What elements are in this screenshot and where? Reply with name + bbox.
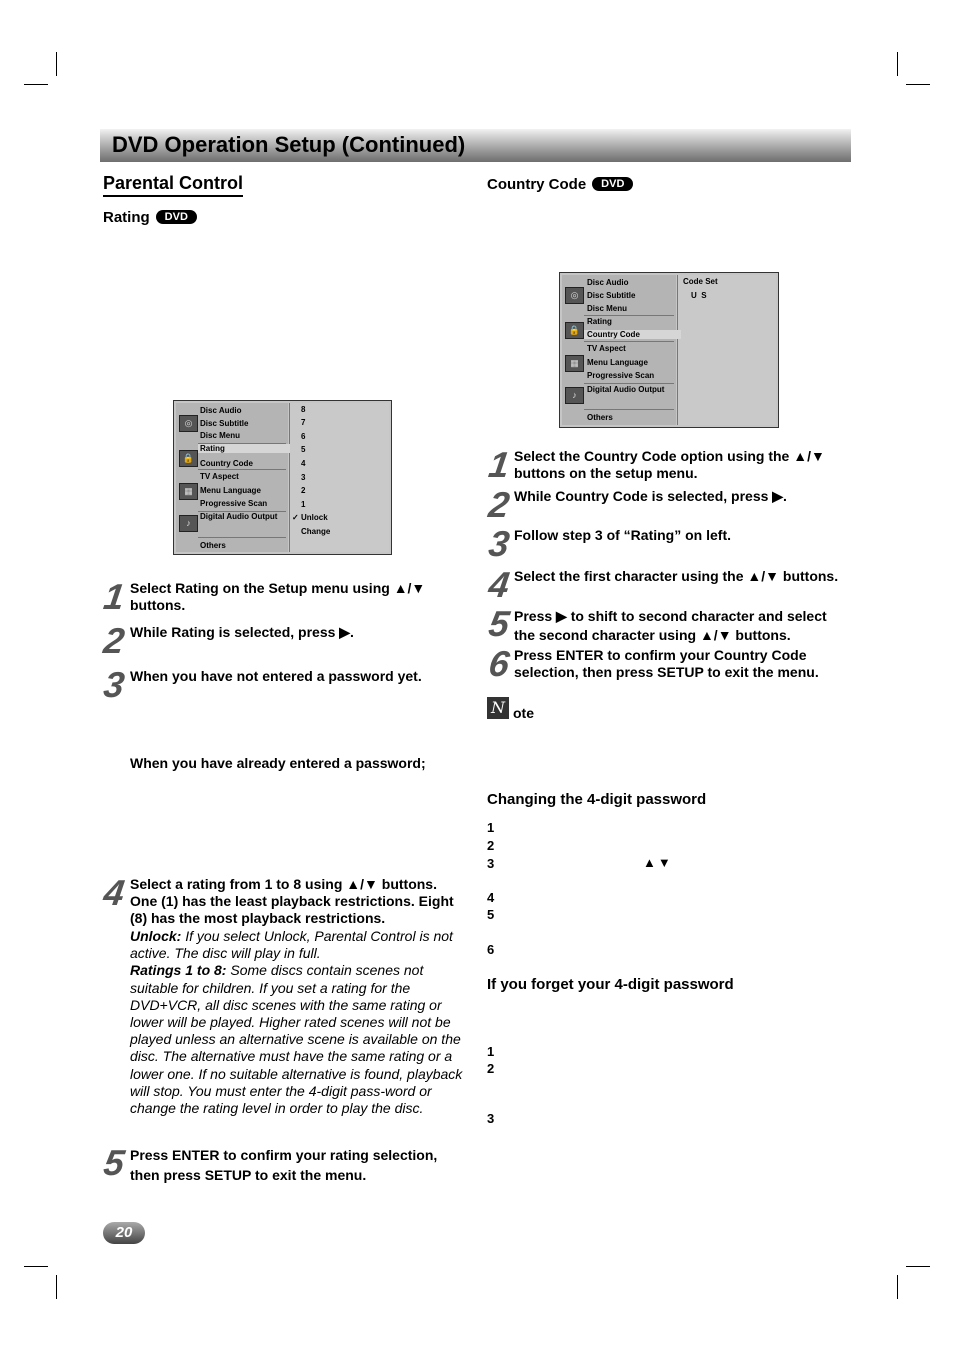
rating-heading (103, 209, 197, 226)
menu-item-disc-audio[interactable]: Disc Audio (200, 406, 242, 415)
step-number: 1 (486, 444, 510, 485)
menu-item-others[interactable]: Others (587, 413, 613, 422)
lock-icon: 🔒 (565, 322, 584, 339)
step-number: 2 (101, 620, 125, 661)
dvd-badge: DVD (156, 210, 197, 224)
country-code-setup-menu (559, 272, 779, 428)
step-text: Select the Country Code option using the ▲/▼ buttons on the setup menu. (514, 448, 825, 481)
ratings-label: Ratings 1 to 8: (130, 962, 227, 979)
step-text: While Rating is selected, press ▶. (130, 624, 354, 640)
menu-item-menu-language[interactable]: Menu Language (587, 358, 648, 367)
page-header-banner (100, 129, 851, 162)
rating-option-7[interactable]: 7 (301, 418, 306, 427)
step-text: Press ENTER to confirm your Country Code selection, then press SETUP to exit the menu. (514, 647, 819, 680)
menu-item-progressive-scan[interactable]: Progressive Scan (587, 371, 655, 380)
list-number: 2 (487, 1061, 495, 1076)
step-number: 2 (486, 484, 510, 525)
list-number: 6 (487, 942, 495, 957)
list-number: 1 (487, 1044, 495, 1059)
step-number: 5 (101, 1142, 125, 1183)
menu-item-rating[interactable]: Rating (587, 317, 612, 326)
menu-item-disc-audio[interactable]: Disc Audio (587, 278, 629, 287)
film-icon: ▦ (565, 355, 584, 372)
step-text: Select Rating on the Setup menu using ▲/▼ buttons. (130, 580, 426, 613)
menu-item-country-code[interactable]: Country Code (200, 459, 253, 468)
step-text: Follow step 3 of “Rating” on left. (514, 527, 731, 543)
note-label: ote (513, 705, 534, 721)
menu-item-disc-menu[interactable]: Disc Menu (587, 304, 628, 313)
menu-item-disc-subtitle[interactable]: Disc Subtitle (200, 419, 249, 428)
country-code-heading (487, 176, 633, 193)
rating-heading-text: Rating (103, 209, 150, 226)
menu-item-country-code[interactable]: Country Code (584, 330, 681, 339)
disc-icon: ◎ (565, 287, 584, 304)
rating-option-8[interactable]: 8 (301, 405, 306, 414)
step-text: While Country Code is selected, press ▶. (514, 488, 787, 504)
rating-option-4[interactable]: 4 (301, 459, 306, 468)
crop-mark (24, 1266, 48, 1267)
speaker-icon: ♪ (179, 515, 198, 532)
step-text: Press ENTER to confirm your rating selection, then press SETUP to exit the menu. (130, 1147, 438, 1183)
step-number: 5 (486, 603, 510, 644)
step-number: 4 (101, 872, 125, 913)
step-text: When you have not entered a password yet. (130, 668, 422, 684)
list-number: 2 (487, 838, 495, 853)
list-number: 1 (487, 820, 495, 835)
menu-item-rating[interactable]: Rating (198, 444, 290, 453)
step-text: Select the first character using the ▲/▼ buttons. (514, 568, 839, 584)
crop-mark (56, 52, 57, 76)
step-number: 4 (486, 564, 510, 605)
rating-option-2[interactable]: 2 (301, 486, 306, 495)
rating-explanation (130, 928, 468, 1117)
rating-option-1[interactable]: 1 (301, 500, 306, 509)
crop-mark (56, 1275, 57, 1299)
page-number: 20 (103, 1222, 145, 1244)
lock-icon: 🔒 (179, 450, 198, 467)
checkmark-icon: ✓ (292, 513, 299, 522)
menu-item-menu-language[interactable]: Menu Language (200, 486, 261, 495)
crop-mark (906, 1266, 930, 1267)
list-number: 3 (487, 1111, 495, 1126)
menu-item-progressive-scan[interactable]: Progressive Scan (200, 499, 268, 508)
code-set-label: Code Set (683, 277, 718, 286)
menu-item-disc-menu[interactable]: Disc Menu (200, 431, 241, 440)
step-number: 6 (486, 643, 510, 684)
rating-option-5[interactable]: 5 (301, 445, 306, 454)
step-number: 3 (101, 664, 125, 705)
list-number: 5 (487, 907, 495, 922)
step-number: 3 (486, 523, 510, 564)
menu-item-others[interactable]: Others (200, 541, 226, 550)
change-password-heading: Changing the 4-digit password (487, 791, 707, 808)
list-number: 3 (487, 856, 495, 871)
dvd-badge: DVD (592, 177, 633, 191)
up-down-arrows-icon: ▲▼ (643, 855, 673, 870)
note-icon: N (487, 697, 509, 719)
speaker-icon: ♪ (565, 387, 584, 404)
rating-option-unlock[interactable]: Unlock (301, 513, 328, 522)
step-text: Select a rating from 1 to 8 using ▲/▼ buttons. One (1) has the least playback restrictions. Eight (8) has the most playback restrictions. (130, 876, 454, 926)
ratings-text: Some discs contain scenes not suitable for children. If you set a rating for the DVD+VCR, all disc scenes with the same rating or lower will be played. Higher rated scenes will not be played unless an alternative scene is available on the disc. The alternative must have the same rating or a lower one. If no suitable alternative is found, playback will stop. You must enter the 4-digit pass-word or change the rating level in order to play the disc. (130, 962, 463, 1117)
menu-item-digital-audio-output[interactable]: Digital Audio Output (200, 512, 278, 521)
crop-mark (906, 84, 930, 85)
step-number: 1 (101, 576, 125, 617)
disc-icon: ◎ (179, 415, 198, 432)
crop-mark (897, 1275, 898, 1299)
rating-setup-menu (173, 400, 392, 555)
menu-item-tv-aspect[interactable]: TV Aspect (200, 472, 239, 481)
rating-option-6[interactable]: 6 (301, 432, 306, 441)
rating-option-3[interactable]: 3 (301, 473, 306, 482)
list-number: 4 (487, 890, 495, 905)
parental-control-heading: Parental Control (103, 173, 243, 197)
rating-option-change[interactable]: Change (301, 527, 331, 536)
page-title: DVD Operation Setup (Continued) (112, 132, 466, 157)
film-icon: ▦ (179, 483, 198, 500)
menu-item-disc-subtitle[interactable]: Disc Subtitle (587, 291, 636, 300)
menu-item-digital-audio-output[interactable]: Digital Audio Output (587, 385, 665, 394)
forget-password-heading: If you forget your 4-digit password (487, 976, 734, 993)
unlock-label: Unlock: (130, 928, 182, 944)
menu-item-tv-aspect[interactable]: TV Aspect (587, 344, 626, 353)
country-code-heading-text: Country Code (487, 176, 587, 193)
unlock-text: If you select Unlock, Parental Control is not active. The disc will play in full. (130, 928, 453, 962)
step-subtext: When you have already entered a password; (130, 755, 426, 771)
crop-mark (24, 84, 48, 85)
crop-mark (897, 52, 898, 76)
country-code-value[interactable]: U S (691, 291, 707, 300)
step-text: Press ▶ to shift to second character and select the second character using ▲/▼ buttons. (514, 608, 827, 643)
